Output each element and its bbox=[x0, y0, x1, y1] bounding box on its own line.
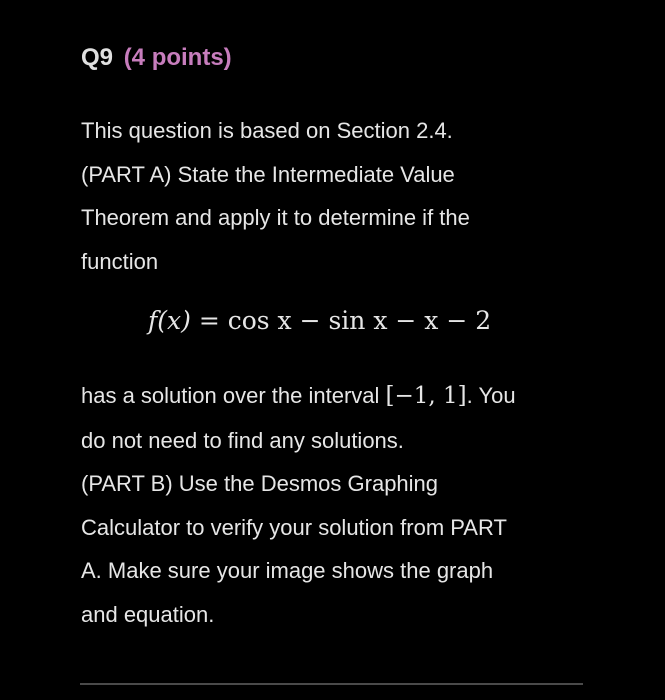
equation-rhs: = cos x − sin x − x − 2 bbox=[198, 306, 492, 335]
divider bbox=[80, 683, 583, 685]
text-line: function bbox=[81, 248, 159, 274]
function-equation bbox=[148, 306, 491, 335]
question-text-part1 bbox=[81, 109, 601, 283]
text-line: and equation. bbox=[81, 601, 215, 627]
question-title bbox=[81, 44, 232, 72]
text-line: do not need to find any solutions. bbox=[81, 427, 404, 453]
text-segment: has a solution over the interval bbox=[81, 383, 386, 408]
text-line: Theorem and apply it to determine if the bbox=[81, 205, 470, 230]
question-points: (4 points) bbox=[123, 44, 232, 71]
text-line: (PART B) Use the Desmos Graphing bbox=[81, 471, 439, 496]
text-line: This question is based on Section 2.4. bbox=[81, 118, 453, 143]
equation-lhs: f(x) bbox=[148, 306, 191, 335]
text-line: (PART A) State the Intermediate Value bbox=[81, 161, 455, 187]
interval: [−1, 1] bbox=[385, 383, 467, 409]
text-line bbox=[81, 374, 601, 419]
question-number: Q9 bbox=[81, 44, 114, 71]
text-segment: . You bbox=[466, 383, 516, 408]
question-text-part2 bbox=[81, 374, 601, 636]
text-line: A. Make sure your image shows the graph bbox=[81, 558, 494, 583]
text-line: Calculator to verify your solution from PART bbox=[81, 514, 507, 540]
